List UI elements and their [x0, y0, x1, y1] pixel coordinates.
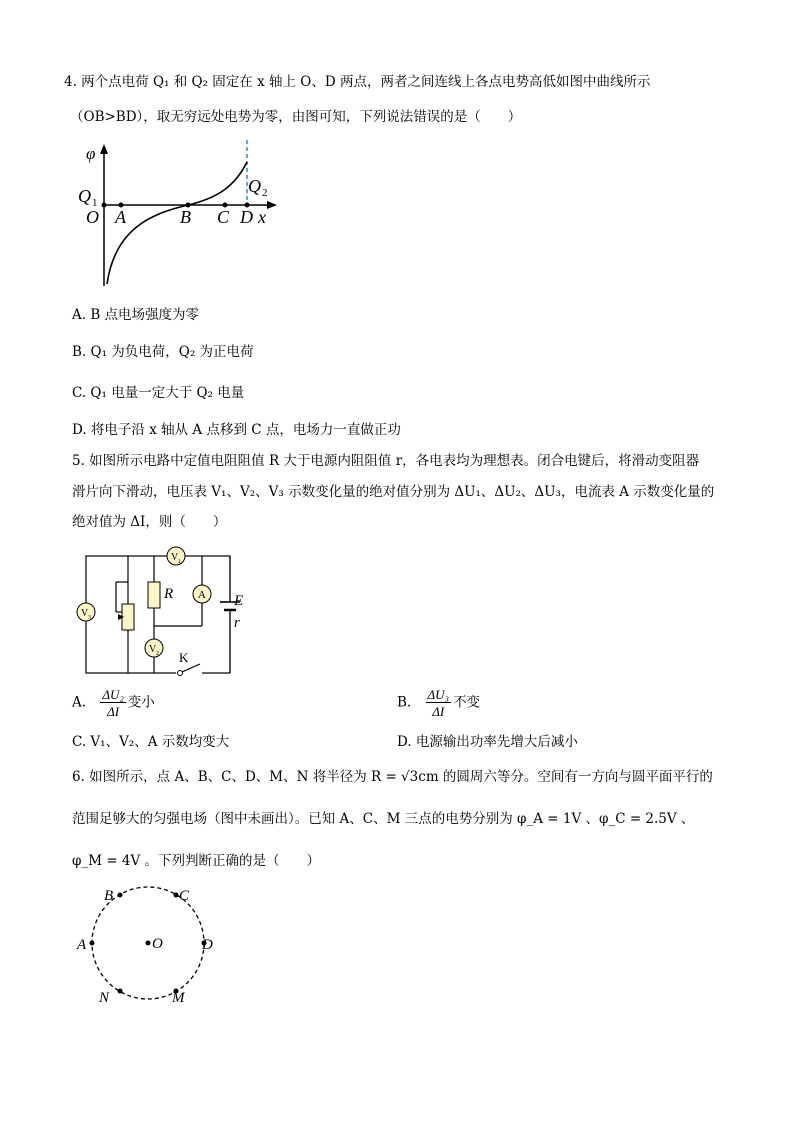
- v3-meter-label: V: [81, 608, 89, 619]
- a-label: A: [115, 207, 126, 227]
- q5-option-a-fraction: [100, 688, 126, 718]
- v3-sub-label: 3: [88, 615, 91, 621]
- v1-sub-label: 1: [178, 559, 181, 565]
- q5-option-a-suffix: 变小: [127, 694, 155, 711]
- q5-option-a-numerator: ΔU₂: [102, 687, 124, 702]
- point-d-label: D: [202, 937, 213, 953]
- switch-label: K: [179, 650, 189, 665]
- q5-option-c: C. V₁、V₂、A 示数均变大: [72, 734, 230, 750]
- q5-option-a-prefix: A.: [72, 694, 87, 711]
- q5-stem-line3: 绝对值为 ΔI，则（ ）: [72, 514, 227, 530]
- ammeter-label: A: [198, 589, 206, 601]
- q1-sub-label: 1: [92, 197, 98, 209]
- q4-option-a: A. B 点电场强度为零: [72, 307, 200, 323]
- emf-label: E: [234, 593, 244, 609]
- q5-option-b-denominator: ΔI: [432, 704, 445, 719]
- internal-r-label: r: [234, 615, 240, 631]
- q6-stem-line3: φ_M = 4V 。下列判断正确的是（ ）: [72, 853, 321, 869]
- r-resistor-label: R: [164, 586, 174, 602]
- center-o-label: O: [152, 936, 163, 952]
- v1-meter-label: V: [171, 552, 179, 563]
- q5-option-b-suffix: 不变: [453, 694, 481, 711]
- v2-sub-label: 2: [156, 651, 159, 657]
- q6-stem-line2: 范围足够大的匀强电场（图中未画出）。已知 A、C、M 三点的电势分别为 φ_A = 1V 、φ_C = 2.5V 、: [72, 811, 695, 827]
- point-n-label: N: [99, 990, 110, 1006]
- q4-potential-graph: [70, 134, 300, 294]
- q4-option-b: B. Q₁ 为负电荷，Q₂ 为正电荷: [72, 344, 254, 360]
- q5-option-b: [397, 688, 480, 718]
- o-label: O: [86, 207, 99, 227]
- q5-option-b-numerator: ΔU₃: [427, 687, 450, 702]
- q6-stem-line1: 6. 如图所示，点 A、B、C、D、M、N 将半径为 R = √3cm 的圆周六等分。空间有一方向与圆平面平行的: [72, 769, 713, 785]
- q5-option-b-prefix: B.: [397, 694, 412, 711]
- phi-label: φ: [86, 144, 96, 163]
- q4-option-c: C. Q₁ 电量一定大于 Q₂ 电量: [72, 385, 245, 401]
- point-b-label: B: [104, 888, 114, 904]
- q5-option-a-denominator: ΔI: [107, 704, 120, 719]
- d-label: D: [240, 207, 253, 227]
- v2-meter-label: V: [149, 644, 157, 655]
- q5-option-b-fraction: [426, 688, 452, 718]
- q5-circuit-diagram: [68, 542, 268, 682]
- x-axis-label: x: [258, 207, 266, 227]
- q5-stem-line1: 5. 如图所示电路中定值电阻阻值 R 大于电源内阻阻值 r，各电表均为理想表。闭合电键后，将滑动变阻器: [72, 453, 700, 469]
- c-label: C: [217, 207, 230, 227]
- q4-stem-line1: 4. 两个点电荷 Q₁ 和 Q₂ 固定在 x 轴上 O、D 两点，两者之间连线上各点电势高低如图中曲线所示: [64, 74, 651, 90]
- q2-label: Q: [248, 176, 261, 196]
- q4-option-d: D. 将电子沿 x 轴从 A 点移到 C 点，电场力一直做正功: [72, 422, 401, 438]
- q6-circle-diagram: [70, 880, 230, 1010]
- point-m-label: M: [172, 990, 185, 1006]
- q5-option-a: [72, 688, 155, 718]
- q1-label: Q: [78, 186, 91, 206]
- q5-option-d: D. 电源输出功率先增大后减小: [397, 734, 578, 750]
- q4-stem-line2: （OB>BD），取无穷远处电势为零，由图可知，下列说法错误的是（ ）: [70, 109, 522, 125]
- b-label: B: [180, 207, 191, 227]
- q2-sub-label: 2: [262, 187, 268, 199]
- q5-stem-line2: 滑片向下滑动，电压表 V₁、V₂、V₃ 示数变化量的绝对值分别为 ΔU₁、ΔU₂、ΔU₃，电流表 A 示数变化量的: [72, 484, 715, 500]
- point-a-label: A: [77, 937, 87, 953]
- point-c-label: C: [179, 888, 190, 904]
